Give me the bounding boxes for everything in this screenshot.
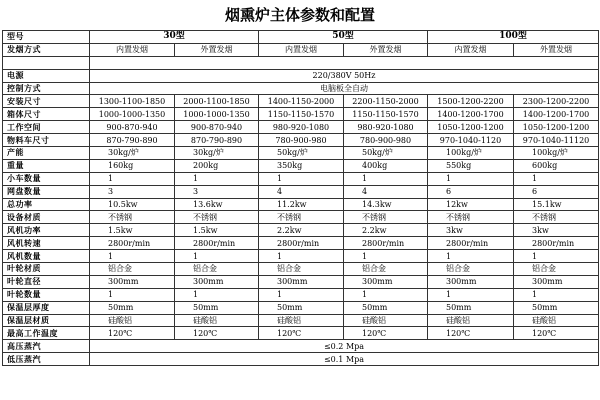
- spec-value: 2800r/min: [259, 237, 344, 250]
- spec-value: 50mm: [175, 301, 259, 314]
- low-steam-row: [3, 353, 599, 366]
- blank-cell: [90, 56, 599, 69]
- spec-value: 6: [514, 185, 599, 198]
- spec-value: 3kw: [428, 224, 514, 237]
- model-50: 50型: [259, 31, 428, 44]
- spec-value: 铝合金: [90, 263, 175, 276]
- spec-value: 1: [514, 250, 599, 263]
- spec-value: 100kg/炉: [514, 147, 599, 160]
- spec-value: 300mm: [428, 275, 514, 288]
- spec-value: 600kg: [514, 159, 599, 172]
- spec-value: 1: [344, 288, 428, 301]
- spec-value: 1: [514, 288, 599, 301]
- spec-value: 780-900-980: [344, 134, 428, 147]
- spec-label: 物料车尺寸: [3, 134, 90, 147]
- spec-label: 重量: [3, 159, 90, 172]
- spec-value: 1: [428, 172, 514, 185]
- smoke-label: 发烟方式: [3, 43, 90, 56]
- spec-value: 1: [259, 288, 344, 301]
- spec-value: 2000-1100-1850: [175, 95, 259, 108]
- high-steam-label: 高压蒸汽: [3, 340, 90, 353]
- spec-row: [3, 147, 599, 160]
- spec-row: [3, 263, 599, 276]
- spec-value: 780-900-980: [259, 134, 344, 147]
- spec-value: 50mm: [344, 301, 428, 314]
- smoke-type: 外置发烟: [514, 43, 599, 56]
- spec-value: 14.3kw: [344, 198, 428, 211]
- spec-value: 硅酸铝: [90, 314, 175, 327]
- spec-label: 总功率: [3, 198, 90, 211]
- spec-value: 不锈钢: [90, 211, 175, 224]
- spec-value: 1: [90, 172, 175, 185]
- spec-label: 风机数量: [3, 250, 90, 263]
- spec-value: 4: [344, 185, 428, 198]
- spec-value: 970-1040-11120: [514, 134, 599, 147]
- spec-label: 网盘数量: [3, 185, 90, 198]
- spec-row: [3, 211, 599, 224]
- spec-row: [3, 301, 599, 314]
- spec-value: 11.2kw: [259, 198, 344, 211]
- spec-value: 2200-1150-2000: [344, 95, 428, 108]
- spec-value: 120℃: [514, 327, 599, 340]
- spec-value: 160kg: [90, 159, 175, 172]
- spec-label: 小车数量: [3, 172, 90, 185]
- spec-value: 350kg: [259, 159, 344, 172]
- spec-value: 300mm: [259, 275, 344, 288]
- spec-value: 2800r/min: [514, 237, 599, 250]
- spec-value: 50mm: [514, 301, 599, 314]
- smoke-type: 内置发烟: [90, 43, 175, 56]
- spec-value: 1: [344, 172, 428, 185]
- spec-row: [3, 108, 599, 121]
- spec-value: 300mm: [344, 275, 428, 288]
- spec-label: 设备材质: [3, 211, 90, 224]
- spec-value: 硅酸铝: [344, 314, 428, 327]
- spec-value: 1050-1200-1200: [428, 121, 514, 134]
- spec-value: 300mm: [514, 275, 599, 288]
- spec-value: 1: [175, 172, 259, 185]
- spec-value: 1: [175, 288, 259, 301]
- spec-value: 1: [428, 250, 514, 263]
- spec-value: 铝合金: [428, 263, 514, 276]
- spec-value: 2800r/min: [90, 237, 175, 250]
- spec-value: 2.2kw: [344, 224, 428, 237]
- spec-value: 12kw: [428, 198, 514, 211]
- spec-value: 不锈钢: [259, 211, 344, 224]
- spec-value: 1150-1150-1570: [344, 108, 428, 121]
- spec-row: [3, 288, 599, 301]
- spec-label: 产能: [3, 147, 90, 160]
- spec-value: 铝合金: [344, 263, 428, 276]
- spec-value: 120℃: [428, 327, 514, 340]
- spec-row: [3, 314, 599, 327]
- model-30: 30型: [90, 31, 259, 44]
- spec-label: 叶轮数量: [3, 288, 90, 301]
- blank-cell: [3, 56, 90, 69]
- high-steam-value: ≤0.2 Mpa: [90, 340, 599, 353]
- spec-row: [3, 250, 599, 263]
- spec-label: 箱体尺寸: [3, 108, 90, 121]
- spec-value: 4: [259, 185, 344, 198]
- spec-value: 120℃: [90, 327, 175, 340]
- low-steam-value: ≤0.1 Mpa: [90, 353, 599, 366]
- spec-value: 870-790-890: [175, 134, 259, 147]
- spec-value: 1: [514, 172, 599, 185]
- spec-value: 980-920-1080: [259, 121, 344, 134]
- spec-value: 120℃: [175, 327, 259, 340]
- spec-label: 叶轮材质: [3, 263, 90, 276]
- spec-value: 铝合金: [175, 263, 259, 276]
- spec-value: 13.6kw: [175, 198, 259, 211]
- spec-value: 50mm: [90, 301, 175, 314]
- power-label: 电源: [3, 69, 90, 82]
- spec-value: 3: [90, 185, 175, 198]
- spec-value: 1400-1150-2000: [259, 95, 344, 108]
- spec-value: 硅酸铝: [259, 314, 344, 327]
- spec-value: 1400-1200-1700: [514, 108, 599, 121]
- control-label: 控制方式: [3, 82, 90, 95]
- power-row: [3, 69, 599, 82]
- spec-value: 不锈钢: [428, 211, 514, 224]
- spec-value: 970-1040-1120: [428, 134, 514, 147]
- spec-value: 1500-1200-2200: [428, 95, 514, 108]
- spec-row: [3, 275, 599, 288]
- spec-row: [3, 224, 599, 237]
- spec-value: 不锈钢: [344, 211, 428, 224]
- smoke-row: [3, 43, 599, 56]
- spec-row: [3, 95, 599, 108]
- spec-row: [3, 237, 599, 250]
- model-100: 100型: [428, 31, 599, 44]
- spec-value: 1.5kw: [175, 224, 259, 237]
- spec-value: 300mm: [175, 275, 259, 288]
- spec-value: 870-790-890: [90, 134, 175, 147]
- spec-value: 2300-1200-2200: [514, 95, 599, 108]
- spec-row: [3, 134, 599, 147]
- spec-row: [3, 172, 599, 185]
- spec-value: 1000-1000-1350: [175, 108, 259, 121]
- spec-value: 15.1kw: [514, 198, 599, 211]
- spec-label: 保温层材质: [3, 314, 90, 327]
- control-value: 电脑板全自动: [90, 82, 599, 95]
- spec-label: 最高工作温度: [3, 327, 90, 340]
- spec-row: [3, 121, 599, 134]
- high-steam-row: [3, 340, 599, 353]
- spec-value: 3kw: [514, 224, 599, 237]
- model-label: 型号: [3, 31, 90, 44]
- spec-value: 1: [90, 250, 175, 263]
- spec-value: 550kg: [428, 159, 514, 172]
- spec-value: 1: [344, 250, 428, 263]
- blank-row: [3, 56, 599, 69]
- page-title: 烟熏炉主体参数和配置: [224, 6, 375, 24]
- low-steam-label: 低压蒸汽: [3, 353, 90, 366]
- spec-value: 1: [259, 250, 344, 263]
- spec-value: 50kg/炉: [344, 147, 428, 160]
- model-row: [3, 31, 599, 44]
- spec-value: 1150-1150-1570: [259, 108, 344, 121]
- spec-value: 100kg/炉: [428, 147, 514, 160]
- spec-row: [3, 159, 599, 172]
- spec-value: 900-870-940: [90, 121, 175, 134]
- spec-row: [3, 327, 599, 340]
- spec-value: 1: [175, 250, 259, 263]
- spec-label: 保温层厚度: [3, 301, 90, 314]
- spec-label: 安装尺寸: [3, 95, 90, 108]
- spec-value: 1050-1200-1200: [514, 121, 599, 134]
- power-value: 220/380V 50Hz: [90, 69, 599, 82]
- smoke-type: 外置发烟: [344, 43, 428, 56]
- spec-value: 2800r/min: [344, 237, 428, 250]
- spec-label: 风机转速: [3, 237, 90, 250]
- spec-value: 2.2kw: [259, 224, 344, 237]
- spec-value: 2800r/min: [175, 237, 259, 250]
- spec-value: 30kg/炉: [175, 147, 259, 160]
- spec-label: 工作空间: [3, 121, 90, 134]
- spec-value: 6: [428, 185, 514, 198]
- spec-value: 1: [428, 288, 514, 301]
- spec-value: 硅酸铝: [428, 314, 514, 327]
- spec-value: 铝合金: [259, 263, 344, 276]
- spec-value: 硅酸铝: [514, 314, 599, 327]
- spec-value: 200kg: [175, 159, 259, 172]
- spec-row: [3, 198, 599, 211]
- spec-value: 1: [259, 172, 344, 185]
- spec-value: 不锈钢: [514, 211, 599, 224]
- spec-label: 风机功率: [3, 224, 90, 237]
- spec-value: 1: [90, 288, 175, 301]
- spec-value: 2800r/min: [428, 237, 514, 250]
- spec-value: 300mm: [90, 275, 175, 288]
- smoke-type: 内置发烟: [259, 43, 344, 56]
- spec-value: 3: [175, 185, 259, 198]
- spec-value: 400kg: [344, 159, 428, 172]
- spec-value: 铝合金: [514, 263, 599, 276]
- spec-table: [2, 30, 599, 366]
- spec-value: 50mm: [259, 301, 344, 314]
- spec-value: 10.5kw: [90, 198, 175, 211]
- spec-value: 900-870-940: [175, 121, 259, 134]
- spec-value: 980-920-1080: [344, 121, 428, 134]
- spec-value: 30kg/炉: [90, 147, 175, 160]
- spec-value: 50kg/炉: [259, 147, 344, 160]
- spec-label: 叶轮直径: [3, 275, 90, 288]
- smoke-type: 内置发烟: [428, 43, 514, 56]
- spec-value: 1300-1100-1850: [90, 95, 175, 108]
- spec-value: 120℃: [344, 327, 428, 340]
- spec-value: 1000-1000-1350: [90, 108, 175, 121]
- spec-value: 硅酸铝: [175, 314, 259, 327]
- spec-value: 50mm: [428, 301, 514, 314]
- control-row: [3, 82, 599, 95]
- spec-value: 不锈钢: [175, 211, 259, 224]
- spec-value: 1.5kw: [90, 224, 175, 237]
- spec-row: [3, 185, 599, 198]
- spec-value: 1400-1200-1700: [428, 108, 514, 121]
- smoke-type: 外置发烟: [175, 43, 259, 56]
- spec-value: 120℃: [259, 327, 344, 340]
